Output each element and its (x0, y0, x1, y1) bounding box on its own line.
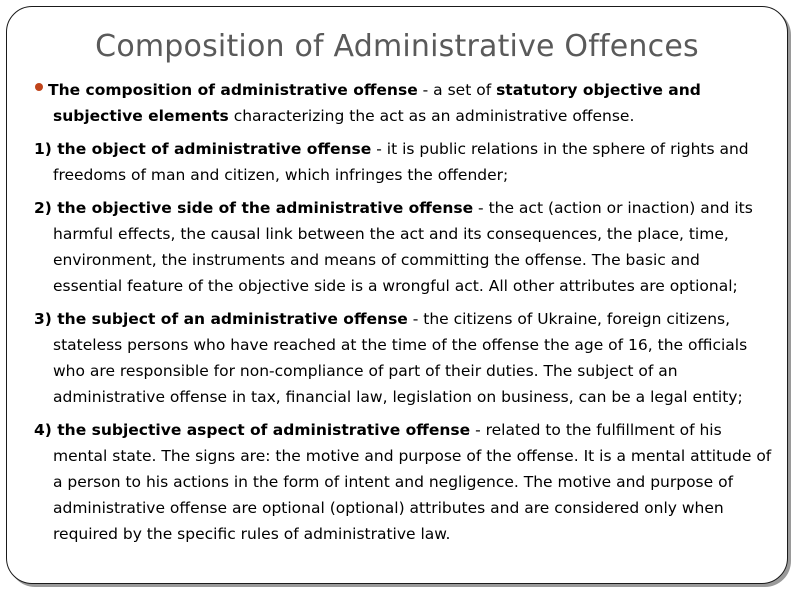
round-bullet-icon (35, 83, 43, 91)
paragraph-text: - it is public relations in the sphere of rights and freedoms of man and citizen, which infringes the offender; (53, 140, 749, 184)
paragraph-lead-text: 4) the subjective aspect of administrative offense (34, 421, 471, 439)
paragraph-text: characterizing the act as an administrative offense. (228, 107, 635, 125)
paragraph-lead-text: 3) the subject of an administrative offense (34, 310, 408, 328)
body-paragraph (23, 306, 773, 410)
body-paragraph (23, 417, 773, 547)
slide-body (7, 65, 787, 547)
body-paragraph (23, 77, 773, 129)
body-paragraph (23, 136, 773, 188)
paragraph-lead-text: The composition of administrative offense (48, 81, 418, 99)
paragraph-text: - the act (action or inaction) and its harmful effects, the causal link between the act and its consequences, the place, time, environment, the instruments and means of committing the offense. The basic and essential feature of the objective side is a wrongful act. All other attributes are optional; (53, 199, 753, 295)
paragraph-lead-text: statutory objective and subjective elements (53, 81, 701, 125)
paragraph-lead-text: 1) the object of administrative offense (34, 140, 372, 158)
paragraph-text: - related to the fulfillment of his mental state. The signs are: the motive and purpose of the offense. It is a mental attitude of a person to his actions in the form of intent and negligence. The motive and purpose of administrative offense are optional (optional) attributes and are considered only when required by the specific rules of administrative law. (53, 421, 772, 543)
paragraph-text: - the citizens of Ukraine, foreign citizens, stateless persons who have reached at the time of the offense the age of 16, the officials who are responsible for non-compliance of part of their duties. The subject of an administrative offense in tax, financial law, legislation on business, can be a legal entity; (53, 310, 748, 406)
slide-title: Composition of Administrative Offences (95, 29, 699, 64)
paragraph-text: - a set of (417, 81, 497, 99)
paragraph-lead-text: 2) the objective side of the administrative offense (34, 199, 474, 217)
presentation-slide (6, 6, 788, 584)
body-paragraph (23, 195, 773, 299)
